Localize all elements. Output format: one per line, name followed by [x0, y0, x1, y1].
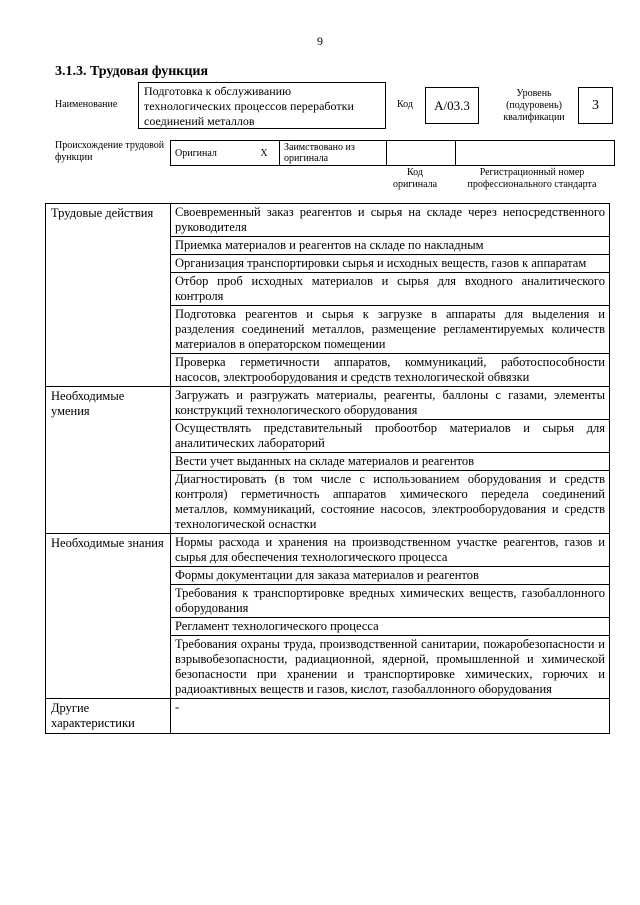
labor-function-table	[45, 203, 610, 734]
code-label: Код	[397, 99, 413, 110]
name-label: Наименование	[55, 99, 118, 110]
section-title-actions: Трудовые действия	[46, 204, 171, 387]
list-item: Диагностировать (в том числе с использованием оборудования и средств контроля) герметичность аппаратов химического передела соединений металлов, коммуникаций, состояние насосов, электрооборудования и средств технологической оснастки	[171, 471, 610, 534]
origin-label: Происхождение трудовой функции	[55, 140, 165, 163]
level-label: Уровень (подуровень) квалификации	[503, 88, 565, 123]
list-item: Загружать и разгружать материалы, реагенты, баллоны с газами, элементы конструкций технологического оборудования	[171, 387, 610, 420]
list-item: -	[171, 699, 610, 734]
list-item: Требования охраны труда, производственной санитарии, пожаробезопасности и взрывобезопасности, радиационной, ядерной, промышленной и химической безопасности при хранении и транспортировке химических, горючих и радиоактивных веществ и газов, кислот, газобаллонного оборудования	[171, 636, 610, 699]
table-row	[46, 204, 610, 237]
code-caption: Код оригинала	[392, 167, 438, 190]
section-title-skills: Необходимые умения	[46, 387, 171, 534]
list-item: Своевременный заказ реагентов и сырья на складе через непосредственного руководителя	[171, 204, 610, 237]
list-item: Вести учет выданных на складе материалов и реагентов	[171, 453, 610, 471]
section-title-knowledge: Необходимые знания	[46, 534, 171, 699]
list-item: Требования к транспортировке вредных химических веществ, газобаллонного оборудования	[171, 585, 610, 618]
table-row	[46, 534, 610, 567]
list-item: Нормы расхода и хранения на производственном участке реагентов, газов и сырья для обеспечения технологического процесса	[171, 534, 610, 567]
list-item: Регламент технологического процесса	[171, 618, 610, 636]
list-item: Подготовка реагентов и сырья к загрузке в аппараты для выделения и разделения соединений металлов, размещение регламентируемых количеств материалов в операторском помещении	[171, 306, 610, 354]
registration-caption: Регистрационный номер профессионального стандарта	[467, 167, 597, 190]
registration-number-cell	[456, 141, 615, 166]
level-value-box: 3	[578, 87, 613, 124]
table-row	[46, 699, 610, 734]
list-item: Отбор проб исходных материалов и сырья для входного аналитического контроля	[171, 273, 610, 306]
original-mark: X	[249, 141, 280, 166]
list-item: Осуществлять представительный пробоотбор материалов и сырья для аналитических лабораторий	[171, 420, 610, 453]
list-item: Организация транспортировки сырья и исходных веществ, газов к аппаратам	[171, 255, 610, 273]
original-code-cell	[387, 141, 456, 166]
section-title-other: Другие характеристики	[46, 699, 171, 734]
list-item: Формы документации для заказа материалов и реагентов	[171, 567, 610, 585]
origin-table	[170, 140, 615, 166]
function-name-box: Подготовка к обслуживанию технологических процессов переработки соединений металлов	[138, 82, 386, 129]
list-item: Приемка материалов и реагентов на складе по накладным	[171, 237, 610, 255]
page-number: 9	[317, 34, 323, 48]
borrowed-label: Заимствовано из оригинала	[280, 141, 387, 166]
original-label: Оригинал	[171, 141, 250, 166]
list-item: Проверка герметичности аппаратов, коммуникаций, работоспособности насосов, электрооборудования и средств технологической обвязки	[171, 354, 610, 387]
section-title: 3.1.3. Трудовая функция	[55, 64, 209, 79]
table-row	[46, 387, 610, 420]
code-value-box: А/03.3	[425, 87, 479, 124]
